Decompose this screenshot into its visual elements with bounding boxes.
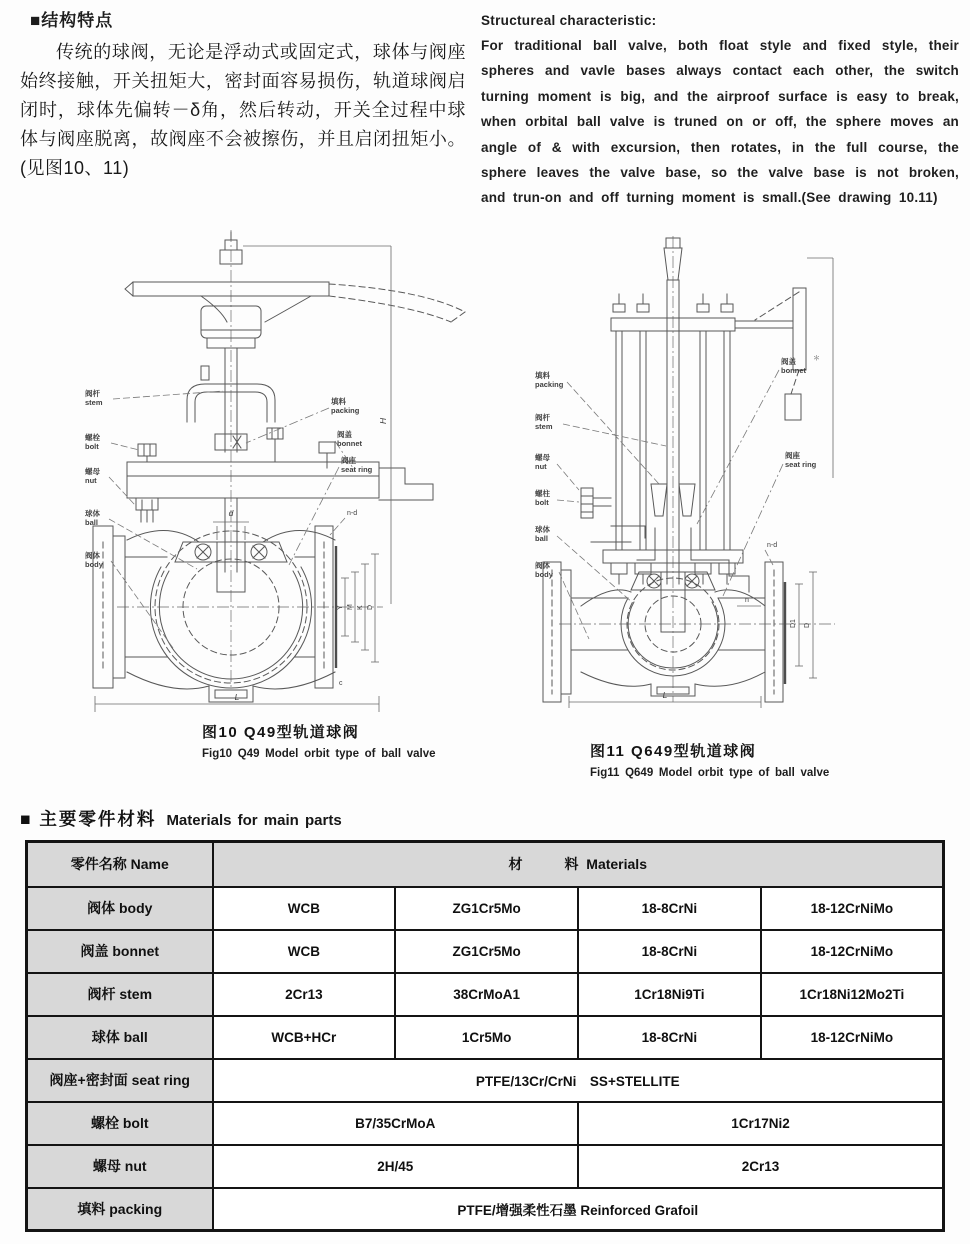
- fig11-dim-n: n: [745, 597, 749, 604]
- table-header-materials: 材 料 Materials: [213, 842, 944, 887]
- material-cell: PTFE/增强柔性石墨 Reinforced Grafoil: [213, 1188, 944, 1231]
- fig11-label-seatring-cn: 阀座: [785, 451, 800, 460]
- materials-table: [25, 840, 945, 1232]
- material-cell: 2H/45: [213, 1145, 579, 1188]
- materials-section-heading: [20, 806, 342, 831]
- material-cell: 1Cr18Ni12Mo2Ti: [761, 973, 944, 1016]
- fig11-dim-nd: n-d: [767, 542, 778, 549]
- material-cell: WCB+HCr: [213, 1016, 396, 1059]
- fig10-dim-K: K: [357, 605, 364, 610]
- fig11-label-body-cn: 阀体: [535, 561, 550, 570]
- intro-section-en: [481, 8, 959, 211]
- fig10-dim-d: d: [228, 508, 234, 518]
- material-cell: 38CrMoA1: [395, 973, 578, 1016]
- fig10-label-bolt-en: bolt: [85, 442, 99, 451]
- fig11-label-bolt-en: bolt: [535, 498, 549, 507]
- fig10-label-bolt-cn: 螺栓: [85, 433, 100, 442]
- materials-heading-cn: ■ 主要零件材料: [20, 809, 157, 829]
- material-cell: 18-8CrNi: [578, 930, 761, 973]
- fig11-label-stem-cn: 阀杆: [535, 413, 550, 422]
- fig11-caption-en: Fig11 Q649 Model orbit type of ball valve: [590, 767, 830, 779]
- fig10-dim-L: L: [234, 692, 240, 702]
- material-cell: B7/35CrMoA: [213, 1102, 579, 1145]
- table-row: [27, 973, 944, 1016]
- fig10-valve-drawing: [83, 224, 513, 722]
- table-row: [27, 1102, 944, 1145]
- table-row: [27, 1188, 944, 1231]
- table-row: [27, 1059, 944, 1102]
- part-name-cell: 阀座+密封面 seat ring: [27, 1059, 213, 1102]
- fig10-label-stem-cn: 阀杆: [85, 389, 100, 398]
- intro-paragraph-en: For traditional ball valve, both float style and fixed style, their spheres and vavle bases always contact each other, the switch turning moment is big, and the airproof surface is easy to break, when orbital ball valve is truned on or off, the sphere moves an angle of & with excursion, then rotates, in the full course, the sphere leaves the valve base, so the valve base is not broken, and trun-on and off turning moment is small.(See drawing 10.11): [481, 38, 959, 206]
- fig11-valve-drawing: [533, 232, 965, 737]
- part-name-cell: 阀杆 stem: [27, 973, 213, 1016]
- fig11-dim-D1: D1: [790, 619, 797, 628]
- fig11-label-ball-cn: 球体: [535, 525, 550, 534]
- material-cell: 18-12CrNiMo: [761, 887, 944, 930]
- fig10-dim-M: M: [347, 604, 354, 610]
- fig11-caption: [590, 740, 829, 779]
- material-cell: ZG1Cr5Mo: [395, 887, 578, 930]
- fig10-label-seatring-en: seat ring: [341, 465, 373, 474]
- table-header-row: [27, 842, 944, 887]
- material-cell: 18-12CrNiMo: [761, 930, 944, 973]
- fig11-label-packing-cn: 填料: [535, 371, 550, 380]
- table-row: [27, 1016, 944, 1059]
- fig10-dim-H: H: [378, 417, 388, 424]
- fig10-label-body-cn: 阀体: [85, 551, 100, 560]
- fig10-dim-c: c: [339, 680, 343, 687]
- material-cell: PTFE/13Cr/CrNi SS+STELLITE: [213, 1059, 944, 1102]
- material-cell: ZG1Cr5Mo: [395, 930, 578, 973]
- fig10-label-nut-cn: 螺母: [85, 467, 100, 476]
- part-name-cell: 阀体 body: [27, 887, 213, 930]
- fig11-label-bonnet-en: bonnet: [781, 366, 806, 375]
- fig11-dim-L: L: [662, 690, 668, 700]
- material-cell: 2Cr13: [213, 973, 396, 1016]
- fig11-label-packing-en: packing: [535, 380, 564, 389]
- fig10-linework: [93, 230, 465, 702]
- part-name-cell: 螺栓 bolt: [27, 1102, 213, 1145]
- fig11-label-bonnet-mark: ＊: [813, 355, 820, 362]
- intro-paragraph-cn: 传统的球阀，无论是浮动式或固定式，球体与阀座始终接触，开关扭矩大，密封面容易损伤，轨道球阀启闭时，球体先偏转－δ角，然后转动，开关全过程中球体与阀座脱离，故阀座不会被擦伤，并且启闭扭矩小。(见图10、11): [20, 42, 466, 178]
- material-cell: 18-8CrNi: [578, 1016, 761, 1059]
- fig10-label-nut-en: nut: [85, 476, 97, 485]
- fig10-label-bonnet-cn: 阀盖: [337, 430, 352, 439]
- fig10-dim-D: D: [367, 604, 374, 610]
- part-name-cell: 填料 packing: [27, 1188, 213, 1231]
- part-name-cell: 螺母 nut: [27, 1145, 213, 1188]
- material-cell: WCB: [213, 887, 396, 930]
- fig10-label-ball-cn: 球体: [85, 509, 100, 518]
- intro-heading-cn: ■结构特点: [30, 11, 114, 30]
- intro-heading-en: Structureal characteristic:: [481, 13, 657, 28]
- fig11-label-bolt-cn: 螺柱: [535, 489, 550, 498]
- fig10-dim-Y: Y: [337, 605, 344, 610]
- intro-section-cn: [20, 6, 466, 183]
- material-cell: 2Cr13: [578, 1145, 944, 1188]
- material-cell: 18-12CrNiMo: [761, 1016, 944, 1059]
- fig11-label-nut-cn: 螺母: [535, 453, 550, 462]
- fig10-dimension-labels: [229, 417, 388, 702]
- fig10-dim-nd: n-d: [347, 510, 358, 517]
- fig11-label-seatring-en: seat ring: [785, 460, 817, 469]
- material-cell: 18-8CrNi: [578, 887, 761, 930]
- fig11-part-labels: [535, 355, 820, 579]
- material-cell: 1Cr5Mo: [395, 1016, 578, 1059]
- fig11-label-bonnet-cn: 阀盖: [781, 357, 796, 366]
- fig11-caption-cn: 图11 Q649型轨道球阀: [590, 743, 757, 760]
- table-row: [27, 887, 944, 930]
- fig10-caption-cn: 图10 Q49型轨道球阀: [202, 724, 360, 741]
- fig10-label-stem-en: stem: [85, 398, 103, 407]
- part-name-cell: 球体 ball: [27, 1016, 213, 1059]
- material-cell: 1Cr17Ni2: [578, 1102, 944, 1145]
- fig10-label-packing-cn: 填料: [331, 397, 346, 406]
- table-header-part-name: 零件名称 Name: [27, 842, 213, 887]
- fig11-linework: [543, 236, 835, 702]
- fig10-label-seatring-cn: 阀座: [341, 456, 356, 465]
- fig10-label-body-en: body: [85, 560, 103, 569]
- fig11-dim-D: D: [804, 622, 811, 628]
- material-cell: WCB: [213, 930, 396, 973]
- table-row: [27, 930, 944, 973]
- table-row: [27, 1145, 944, 1188]
- fig11-label-nut-en: nut: [535, 462, 547, 471]
- fig11-label-stem-en: stem: [535, 422, 553, 431]
- fig10-dimension-lines: [95, 246, 391, 712]
- fig10-caption: [202, 721, 436, 760]
- part-name-cell: 阀盖 bonnet: [27, 930, 213, 973]
- material-cell: 1Cr18Ni9Ti: [578, 973, 761, 1016]
- materials-heading-en: Materials for main parts: [166, 812, 342, 829]
- fig10-caption-en: Fig10 Q49 Model orbit type of ball valve: [202, 748, 436, 760]
- fig10-label-bonnet-en: bonnet: [337, 439, 362, 448]
- fig10-label-packing-en: packing: [331, 406, 360, 415]
- fig10-label-ball-en: ball: [85, 518, 98, 527]
- fig11-label-body-en: body: [535, 570, 553, 579]
- fig11-label-ball-en: ball: [535, 534, 548, 543]
